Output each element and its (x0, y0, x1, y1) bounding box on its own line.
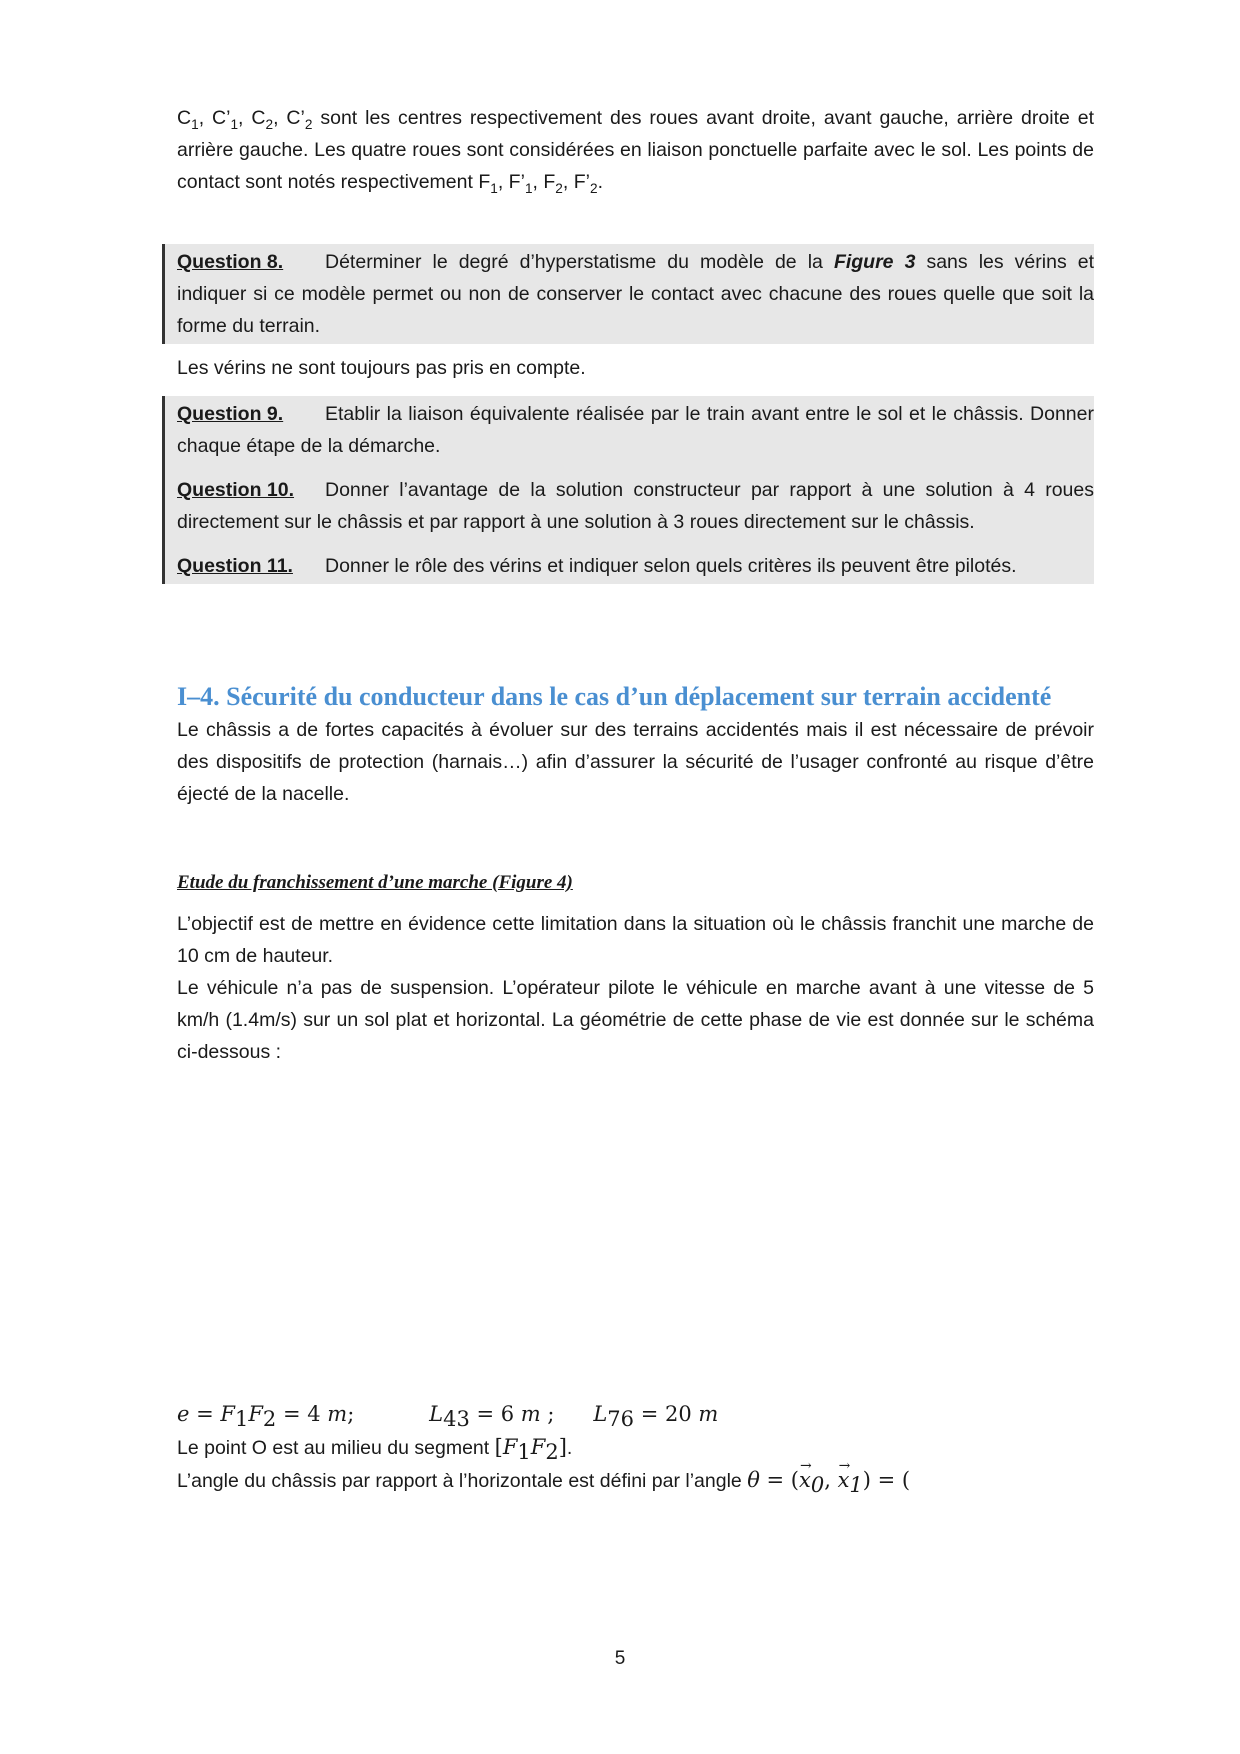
question-10: Question 10. Donner l’avantage de la solution constructeur par rapport à une solution à 4 roues directement sur le châssis et par rapport à une solution à 3 roues directement sur le châssis. (177, 474, 1094, 538)
study-paragraph-1: L’objectif est de mettre en évidence cette limitation dans la situation où le châssis franchit une marche de 10 cm de hauteur. (177, 913, 1094, 967)
section-paragraph: Le châssis a de fortes capacités à évoluer sur des terrains accidentés mais il est nécessaire de prévoir des dispositifs de protection (harnais…) afin d’assurer la sécurité de l’usager confronté au risque d’être éjecté de la nacelle. (177, 719, 1094, 805)
formula-line: $e = F_1F_2 = 4$ m; $L_{43} = 6$ m ; $L_{76} = 20$ m (177, 1402, 719, 1431)
study-paragraphs (177, 908, 1094, 1068)
question-8-label: Question 8. (177, 251, 284, 273)
question-10-label: Question 10. (177, 479, 295, 501)
figure-3-reference: Figure 3 (833, 251, 916, 273)
subheading-block (177, 866, 1094, 899)
intro-paragraph: $C_1$, $C’_1$, $C_2$, $C’_2$ sont les centres respectivement des roues avant droite, avant gauche, arrière droite et arrière gauche. Les quatre roues sont considérées en liaison ponctuelle parfaite avec le sol. Les points de contact sont notés respectivement $F_1$, $F’_1$, $F_2$, $F’_2$. (177, 107, 1095, 196)
angle-line: L’angle du châssis par rapport à l’horizontale est défini par l’angle θ = (→ $x_0$, → $x_1$) = ( (177, 1464, 1094, 1497)
page-number: 5 (614, 1648, 626, 1669)
question-9-label: Question 9. (177, 403, 284, 425)
question-11: Question 11. Donner le rôle des vérins et indiquer selon quels critères ils peuvent être pilotés. (177, 550, 1094, 582)
formulas-block (177, 1398, 1094, 1497)
question-9: Question 9. Etablir la liaison équivalente réalisée par le train avant entre le sol et le châssis. Donner chaque étape de la démarche. (177, 398, 1094, 462)
questions-9-11-box (162, 396, 1094, 584)
point-o-line: Le point O est au milieu du segment $[F_1F_2]$. (177, 1435, 573, 1464)
section-heading: I–4. Sécurité du conducteur dans le cas d’un déplacement sur terrain accidenté (177, 682, 1052, 711)
section-i4 (177, 680, 1094, 810)
question-11-label: Question 11. (177, 555, 293, 577)
note-verins: Les vérins ne sont toujours pas pris en compte. (177, 357, 586, 379)
study-paragraph-2: Le véhicule n’a pas de suspension. L’opérateur pilote le véhicule en marche avant à une vitesse de 5 km/h (1.4m/s) sur un sol plat et horizontal. La géométrie de cette phase de vie est donnée sur le schéma ci-dessous : (177, 977, 1094, 1063)
question-8-box: Question 8. Déterminer le degré d’hyperstatisme du modèle de la Figure 3 sans les vérins et indiquer si ce modèle permet ou non de conserver le contact avec chacune des roues quelle que soit la forme du terrain. (162, 244, 1094, 344)
subheading: Etude du franchissement d’une marche (Figure 4) (177, 872, 573, 893)
